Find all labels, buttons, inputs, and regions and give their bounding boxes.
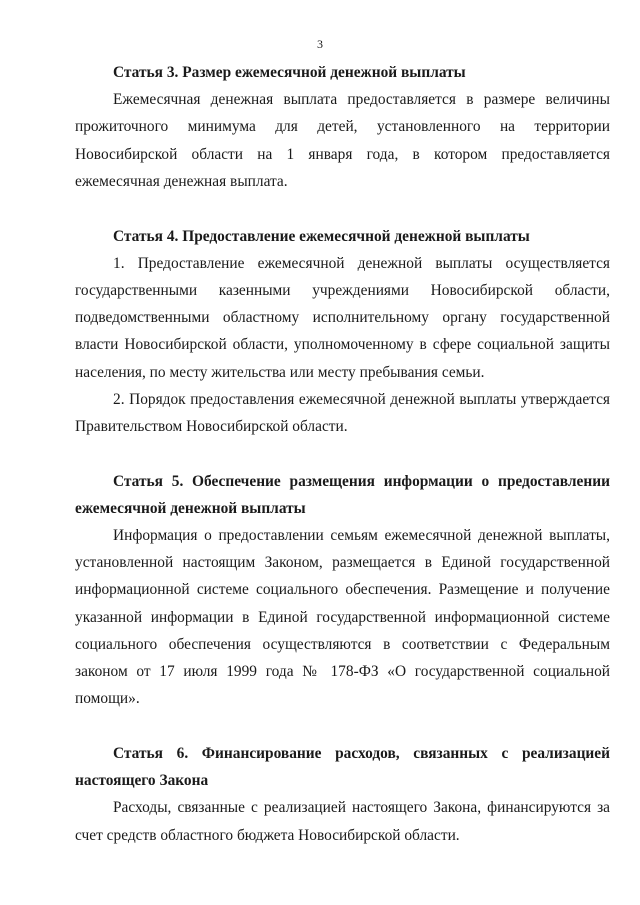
section-spacer: [75, 712, 610, 740]
article-5-paragraph-1: Информация о предоставлении семьям ежемесячной денежной выплаты, установленной настоящим Законом, размещается в Единой государственной информационной системе социального обеспечения. Размещение и получение указанной информации в Единой государственной информационной системе социального обеспечения осуществляются в соответствии с Федеральным законом от 17 июля 1999 года № 178-ФЗ «О государственной социальной помощи».: [75, 527, 610, 708]
article-3-heading: Статья 3. Размер ежемесячной денежной выплаты: [113, 64, 466, 81]
article-3-paragraph-1: Ежемесячная денежная выплата предоставляется в размере величины прожиточного минимума для детей, установленного на территории Новосибирской области на 1 января года, в котором предоставляется ежемесячная денежная выплата.: [75, 91, 610, 190]
article-5: [75, 468, 610, 713]
article-3: [75, 59, 610, 195]
section-spacer: [75, 440, 610, 468]
article-4-paragraph-2: 2. Порядок предоставления ежемесячной денежной выплаты утверждается Правительством Новосибирской области.: [75, 390, 610, 435]
document-body: [75, 59, 610, 849]
section-spacer: [75, 195, 610, 223]
article-6-heading: Статья 6. Финансирование расходов, связанных с реализацией настоящего Закона: [75, 744, 610, 790]
article-4-paragraph-1: 1. Предоставление ежемесячной денежной выплаты осуществляется государственными казенными учреждениями Новосибирской области, подведомственными областному исполнительному органу государственной власти Новосибирской области, уполномоченному в сфере социальной защиты населения, по месту жительства или месту пребывания семьи.: [75, 254, 610, 381]
article-4-heading: Статья 4. Предоставление ежемесячной денежной выплаты: [113, 227, 530, 245]
article-6-paragraph-1: Расходы, связанные с реализацией настоящего Закона, финансируются за счет средств областного бюджета Новосибирской области.: [75, 799, 610, 844]
page-number: 3: [317, 37, 323, 51]
article-4: [75, 223, 610, 441]
article-5-heading: Статья 5. Обеспечение размещения информации о предоставлении ежемесячной денежной выплаты: [75, 472, 610, 517]
article-6: [75, 740, 610, 849]
